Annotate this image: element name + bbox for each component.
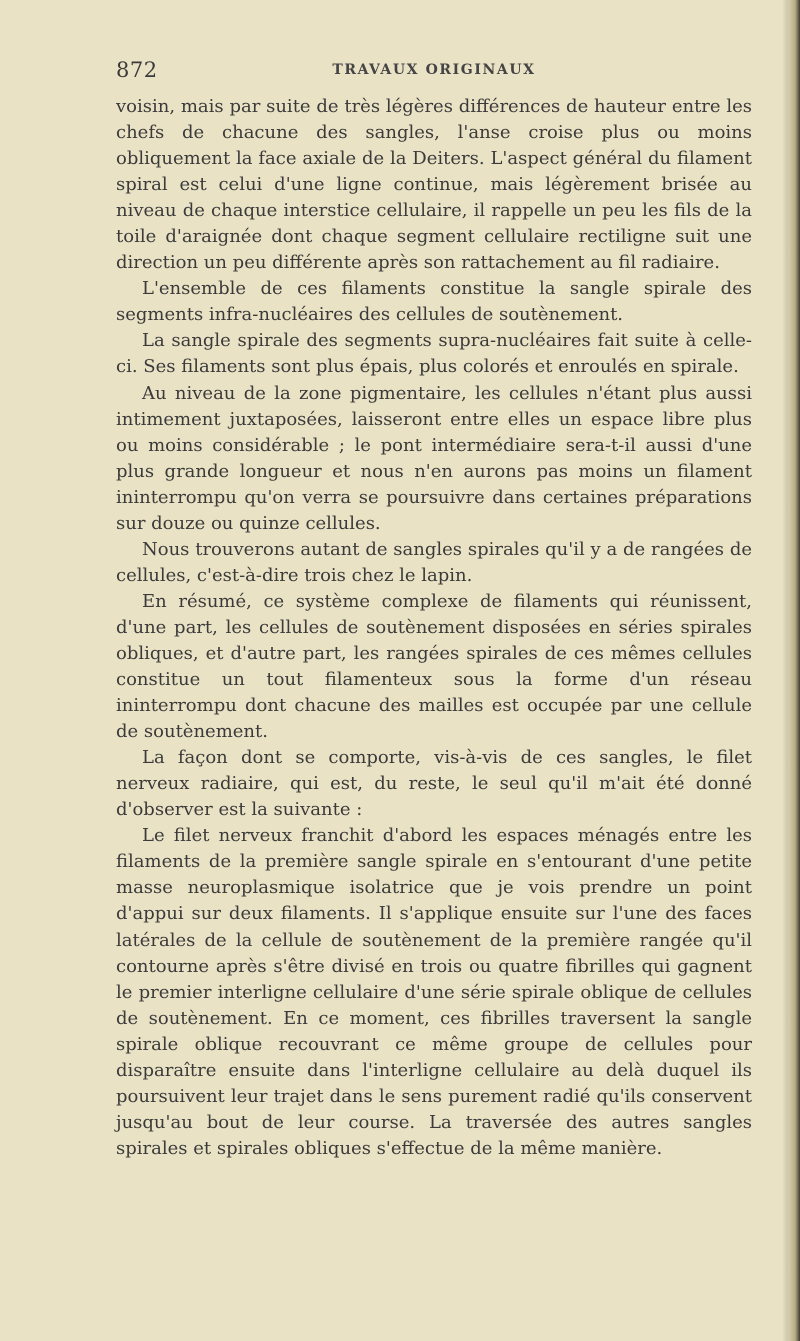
- paragraph: voisin, mais par suite de très légères différences de hauteur entre les chefs de chacune des sangles, l'anse croise plus ou moins obliquement la face axiale de la Deiters. L'aspect général du filament spiral est celui d'une ligne continue, mais légèrement brisée au niveau de chaque interstice cellulaire, il rappelle un peu les fils de la toile d'araignée dont chaque segment cellulaire rectiligne suit une direction un peu différente après son rattachement au fil radiaire.: [116, 96, 752, 274]
- book-page: [116, 50, 752, 1162]
- paragraph: La sangle spirale des segments supra-nucléaires fait suite à celle-ci. Ses filaments sont plus épais, plus colorés et enroulés en spirale.: [116, 330, 752, 378]
- paragraph: La façon dont se comporte, vis-à-vis de ces sangles, le filet nerveux radiaire, qui est, du reste, le seul qu'il m'ait été donné d'observer est la suivante :: [116, 747, 752, 821]
- page-header: [116, 50, 752, 86]
- paragraph: Le filet nerveux franchit d'abord les espaces ménagés entre les filaments de la première sangle spirale en s'entourant d'une petite masse neuroplasmique isolatrice que je vois prendre un point d'appui sur deux filaments. Il s'applique ensuite sur l'une des faces latérales de la cellule de soutènement de la première rangée qu'il contourne après s'être divisé en trois ou quatre fibrilles qui gagnent le premier interligne cellulaire d'une série spirale oblique de cellules de soutènement. En ce moment, ces fibrilles traversent la sangle spirale oblique recouvrant ce même groupe de cellules pour disparaître ensuite dans l'interligne cellulaire au delà duquel ils poursuivent leur trajet dans le sens purement radié qu'ils conservent jusqu'au bout de leur course. La traversée des autres sangles spirales et spirales obliques s'effectue de la même manière.: [116, 825, 752, 1159]
- paragraph: Au niveau de la zone pigmentaire, les cellules n'étant plus aussi intimement juxtaposées, laisseront entre elles un espace libre plus ou moins considérable ; le pont intermédiaire sera-t-il aussi d'une plus grande longueur et nous n'en aurons pas moins un filament ininterrompu qu'on verra se poursuivre dans certaines préparations sur douze ou quinze cellules.: [116, 382, 752, 534]
- paragraph: En résumé, ce système complexe de filaments qui réunissent, d'une part, les cellules de soutènement disposées en séries spirales obliques, et d'autre part, les rangées spirales de ces mêmes cellules constitue un tout filamenteux sous la forme d'un réseau ininterrompu dont chacune des mailles est occupée par une cellule de soutènement.: [116, 590, 752, 743]
- body-text: [116, 94, 752, 1162]
- paragraph: Nous trouverons autant de sangles spirales qu'il y a de rangées de cellules, c'est-à-dire trois chez le lapin.: [116, 538, 752, 586]
- page-number: 872: [116, 58, 158, 82]
- scan-edge: [788, 0, 800, 1341]
- paragraph: L'ensemble de ces filaments constitue la sangle spirale des segments infra-nucléaires des cellules de soutènement.: [116, 278, 752, 326]
- running-title: TRAVAUX ORIGINAUX: [332, 62, 536, 78]
